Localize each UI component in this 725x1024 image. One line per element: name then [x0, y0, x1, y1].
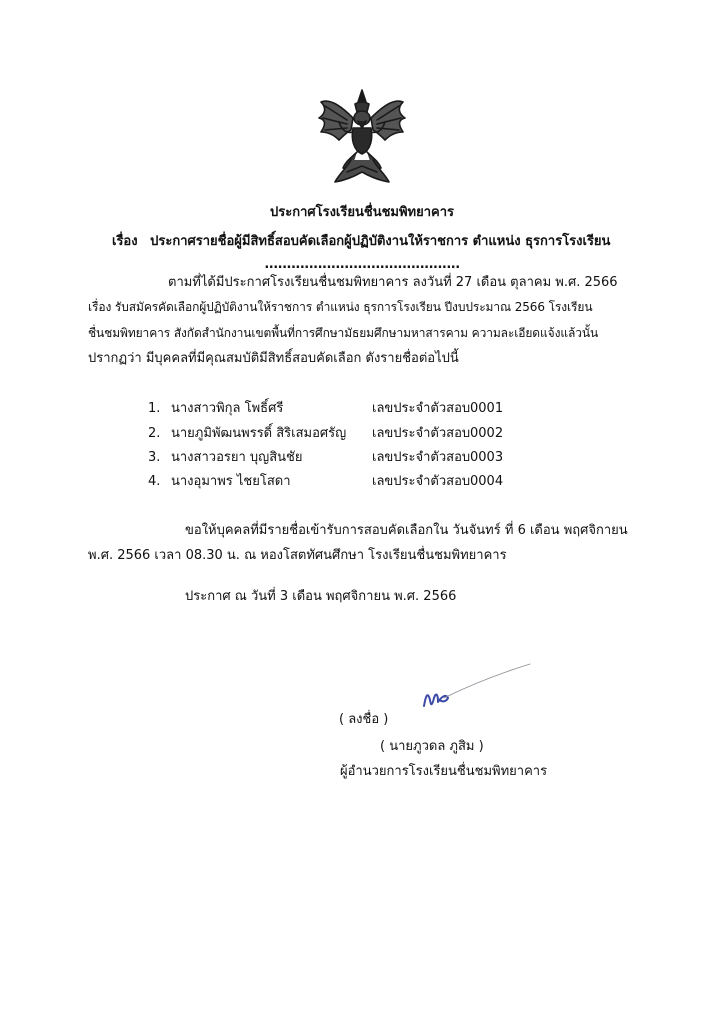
- garuda-emblem-icon: [317, 88, 407, 186]
- exam-number-label: เลขประจำตัวสอบ: [372, 426, 471, 441]
- signature-icon: [418, 660, 538, 720]
- exam-number: 0001: [470, 401, 504, 416]
- subject-line: [112, 235, 610, 248]
- paragraph-2-line-1: ขอให้บุคคลที่มีรายชื่อเข้ารับการสอบคัดเลือกใน วันจันทร์ ที่ 6 เดือน พฤศจิกายน: [185, 523, 628, 538]
- paragraph-2-line-2: พ.ศ. 2566 เวลา 08.30 น. ณ หองโสตทัศนศึกษา โรงเรียนชื่นชมพิทยาคาร: [88, 548, 507, 563]
- sign-label: ( ลงชื่อ ): [339, 712, 389, 727]
- paragraph-1-line-3: ชื่นชมพิทยาคาร สังกัดสำนักงานเขตพื้นที่การศึกษามัธยมศึกษามหาสารคาม ความละเอียดแจ้งแล้วนั้น: [88, 326, 599, 340]
- exam-number-label: เลขประจำตัวสอบ: [372, 401, 471, 416]
- announcement-date: ประกาศ ณ วันที่ 3 เดือน พฤศจิกายน พ.ศ. 2566: [185, 589, 457, 604]
- document-title: ประกาศโรงเรียนชื่นชมพิทยาคาร: [269, 205, 455, 220]
- candidate-name: นางอุมาพร ไชยโสดา: [171, 474, 291, 489]
- list-item-number: 2.: [148, 426, 161, 441]
- subject-text: ประกาศรายชื่อผู้มีสิทธิ์สอบคัดเลือกผู้ปฏิบัติงานให้ราชการ ตำแหน่ง ธุรการโรงเรียน: [150, 234, 611, 249]
- subject-label: เรื่อง: [112, 234, 138, 249]
- candidate-name: นางสาวอรยา บุญสินชัย: [171, 450, 303, 465]
- signer-title: ผู้อำนวยการโรงเรียนชื่นชมพิทยาคาร: [340, 764, 548, 779]
- candidate-name: นายภูมิพัฒนพรรดิ์ สิริเสมอศรัญ: [171, 426, 347, 441]
- paragraph-1-line-4: ปรากฏว่า มีบุคคลที่มีคุณสมบัติมีสิทธิ์สอบคัดเลือก ดังรายชื่อต่อไปนี้: [88, 351, 459, 366]
- exam-number: 0003: [470, 450, 504, 465]
- list-item-number: 4.: [148, 474, 161, 489]
- exam-number-label: เลขประจำตัวสอบ: [372, 450, 471, 465]
- list-item-number: 3.: [148, 450, 161, 465]
- candidate-name: นางสาวพิกุล โพธิ์ศรี: [171, 401, 284, 416]
- signer-name: ( นายภูวดล ภูสิม ): [380, 739, 484, 754]
- list-item-number: 1.: [148, 401, 161, 416]
- exam-number-label: เลขประจำตัวสอบ: [372, 474, 471, 489]
- paragraph-1-line-2: เรื่อง รับสมัครคัดเลือกผู้ปฏิบัติงานให้ราชการ ตำแหน่ง ธุรการโรงเรียน ปีงบประมาณ 2566 โรงเรียน: [88, 300, 593, 314]
- paragraph-1-line-1: ตามที่ได้มีประกาศโรงเรียนชื่นชมพิทยาคาร ลงวันที่ 27 เดือน ตุลาคม พ.ศ. 2566: [168, 275, 618, 290]
- dotted-separator: ............................................: [264, 257, 460, 272]
- exam-number: 0002: [470, 426, 504, 441]
- exam-number: 0004: [470, 474, 504, 489]
